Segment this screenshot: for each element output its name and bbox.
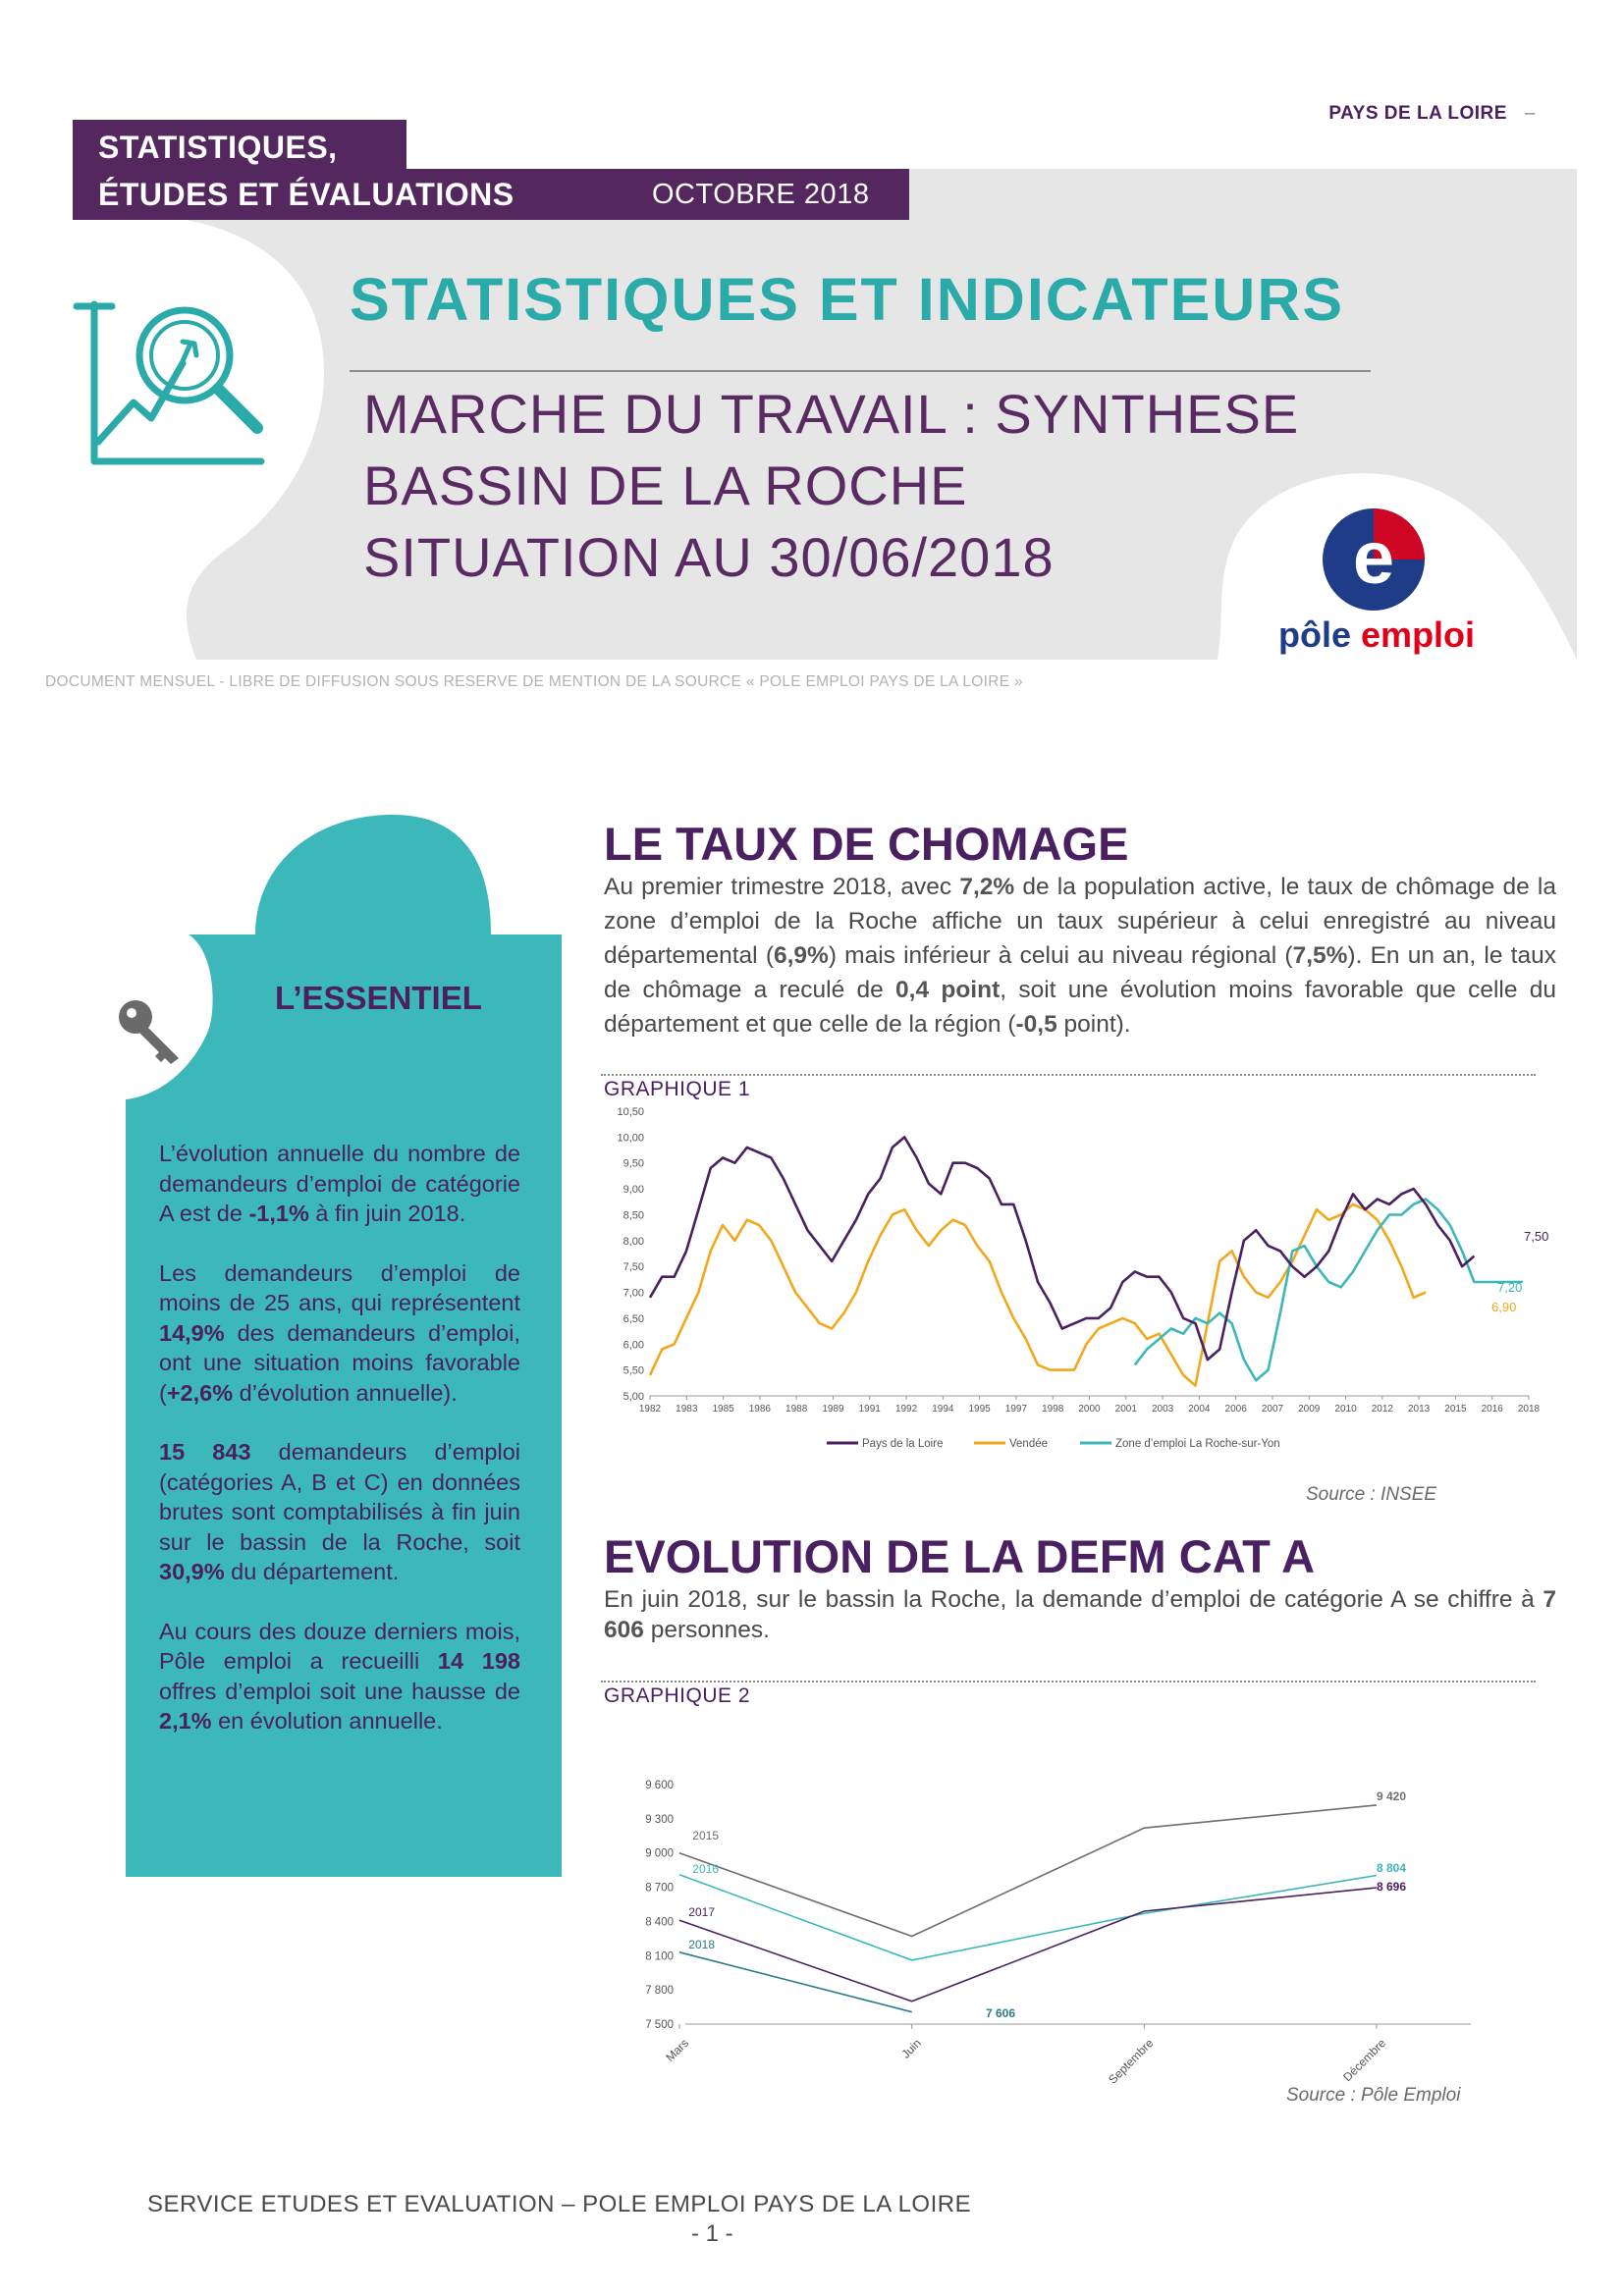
essentiel-panel-decor bbox=[98, 805, 609, 1119]
y-tick-label: 8 100 bbox=[645, 1950, 674, 1963]
x-tick-label: 1994 bbox=[932, 1404, 954, 1415]
graph-2-label: GRAPHIQUE 2 bbox=[604, 1684, 751, 1707]
footer-service: SERVICE ETUDES ET EVALUATION – POLE EMPLOI PAYS DE LA LOIRE bbox=[147, 2191, 972, 2217]
y-tick-label: 9 300 bbox=[645, 1813, 674, 1826]
x-tick-label: 1985 bbox=[712, 1404, 734, 1415]
series-end-label: 8 696 bbox=[1377, 1880, 1407, 1894]
series-name-label: 2018 bbox=[688, 1938, 715, 1951]
x-tick-label: 1988 bbox=[785, 1404, 808, 1415]
page-title: STATISTIQUES ET INDICATEURS bbox=[350, 266, 1345, 333]
series-end-label: 6,90 bbox=[1491, 1300, 1517, 1314]
section-title-chomage: LE TAUX DE CHOMAGE bbox=[604, 818, 1129, 870]
essentiel-point: 15 843 demandeurs d’emploi (catégories A, B et C) en données brutes sont comptabilisés à fin juin sur le bassin de la Roche, soit 30,9% du département. bbox=[159, 1439, 520, 1584]
section-divider bbox=[601, 1681, 1536, 1682]
x-tick-label: 1991 bbox=[858, 1404, 881, 1415]
x-tick-label: 2004 bbox=[1188, 1404, 1211, 1415]
y-tick-label: 9 600 bbox=[645, 1780, 674, 1791]
page-number: - 1 - bbox=[691, 2220, 733, 2247]
y-tick-label: 8 700 bbox=[645, 1882, 674, 1895]
x-tick-label: Juin bbox=[898, 2036, 924, 2061]
source-note-1: Source : INSEE bbox=[1306, 1484, 1437, 1505]
essentiel-title: L’ESSENTIEL bbox=[275, 980, 482, 1016]
x-tick-label: 2015 bbox=[1444, 1404, 1467, 1415]
series-name-label: 2017 bbox=[688, 1905, 715, 1919]
legend-label: Pays de la Loire bbox=[862, 1438, 944, 1450]
essentiel-point: L’évolution annuelle du nombre de demandeurs d’emploi de catégorie A est de -1,1% à fin juin 2018. bbox=[159, 1141, 520, 1226]
series-line-2 bbox=[1135, 1200, 1523, 1381]
x-tick-label: 1983 bbox=[676, 1404, 698, 1415]
essentiel-point: Au cours des douze derniers mois, Pôle emploi a recueilli 14 198 offres d’emploi soit une hausse de 2,1% en évolution annuelle. bbox=[159, 1618, 520, 1734]
y-tick-label: 10,00 bbox=[617, 1132, 644, 1145]
series-line-2017 bbox=[679, 1888, 1377, 2002]
series-line-1 bbox=[650, 1204, 1426, 1386]
pole-emploi-wordmark: pôle emploi bbox=[1278, 614, 1476, 655]
y-tick-label: 7,50 bbox=[623, 1261, 644, 1274]
legend-label: Vendée bbox=[1009, 1438, 1049, 1450]
y-tick-label: 6,50 bbox=[623, 1312, 644, 1325]
series-line-2016 bbox=[679, 1875, 1377, 1960]
logo-letter: e bbox=[1352, 516, 1395, 600]
region-tag: PAYS DE LA LOIRE – bbox=[1328, 103, 1536, 124]
series-title: STATISTIQUES, ÉTUDES ET ÉVALUATIONS bbox=[98, 130, 514, 212]
publication-date: OCTOBRE 2018 bbox=[652, 179, 870, 210]
y-tick-label: 9 000 bbox=[645, 1847, 674, 1860]
y-tick-label: 6,00 bbox=[623, 1339, 644, 1352]
section-text-chomage: Au premier trimestre 2018, avec 7,2% de la population active, le taux de chômage de la zone d’emploi de la Roche affiche un taux supérieur à celui enregistré au niveau départemental (6,9%) mais inférieur à celui au niveau régional (7,5%). En un an, le taux de chômage a reculé de 0,4 point, soit une évolution moins favorable que celle du département et que celle de la région (-0,5 point). bbox=[604, 874, 1556, 1038]
x-tick-label: 2009 bbox=[1298, 1404, 1321, 1415]
x-tick-label: 1992 bbox=[894, 1404, 918, 1415]
series-line-2015 bbox=[679, 1805, 1377, 1937]
series-end-label: 8 804 bbox=[1377, 1861, 1407, 1875]
pole-emploi-logo-icon bbox=[1321, 507, 1429, 613]
essentiel-point: Les demandeurs d’emploi de moins de 25 ans, qui représentent 14,9% des demandeurs d’emploi, ont une situation moins favorable (+2,6% d’évolution annuelle). bbox=[159, 1259, 520, 1406]
graph-1-label: GRAPHIQUE 1 bbox=[604, 1078, 751, 1100]
series-end-label: 7,20 bbox=[1497, 1280, 1523, 1295]
x-tick-label: 1997 bbox=[1004, 1404, 1028, 1415]
section-title-defm: EVOLUTION DE LA DEFM CAT A bbox=[604, 1530, 1316, 1582]
x-tick-label: 2013 bbox=[1408, 1404, 1431, 1415]
unemployment-rate-chart bbox=[601, 1099, 1563, 1472]
defm-evolution-chart bbox=[601, 1767, 1563, 2091]
page-subtitle: MARCHE DU TRAVAIL : SYNTHESE BASSIN DE LA ROCHE SITUATION AU 30/06/2018 bbox=[363, 383, 1300, 588]
x-tick-label: 1995 bbox=[968, 1404, 991, 1415]
y-tick-label: 10,50 bbox=[617, 1106, 644, 1118]
series-name-label: 2015 bbox=[692, 1829, 719, 1842]
y-tick-label: 8 400 bbox=[645, 1916, 674, 1929]
legend-label: Zone d’emploi La Roche-sur-Yon bbox=[1115, 1438, 1280, 1450]
x-tick-label: 1982 bbox=[638, 1404, 662, 1415]
y-tick-label: 9,00 bbox=[623, 1184, 644, 1197]
y-tick-label: 8,50 bbox=[623, 1209, 644, 1222]
analysis-magnifier-icon bbox=[65, 294, 271, 471]
x-tick-label: 1989 bbox=[822, 1404, 844, 1415]
section-text-defm: En juin 2018, sur le bassin la Roche, la demande d’emploi de catégorie A se chiffre à 7 606 personnes. bbox=[604, 1586, 1556, 1643]
x-tick-label: 2016 bbox=[1481, 1404, 1503, 1415]
series-name-label: 2016 bbox=[692, 1862, 719, 1876]
y-tick-label: 9,50 bbox=[623, 1157, 644, 1170]
x-tick-label: 2001 bbox=[1114, 1404, 1137, 1415]
x-tick-label: Décembre bbox=[1340, 2036, 1389, 2085]
y-tick-label: 8,00 bbox=[623, 1235, 644, 1248]
series-end-label: 7 606 bbox=[986, 2006, 1016, 2020]
y-tick-label: 7 500 bbox=[645, 2019, 674, 2031]
x-tick-label: 2018 bbox=[1517, 1404, 1541, 1415]
series-end-label: 7,50 bbox=[1524, 1229, 1549, 1244]
x-tick-label: 2007 bbox=[1261, 1404, 1284, 1415]
x-tick-label: 2012 bbox=[1371, 1404, 1393, 1415]
title-divider bbox=[350, 370, 1371, 372]
disclaimer: DOCUMENT MENSUEL - LIBRE DE DIFFUSION SOUS RESERVE DE MENTION DE LA SOURCE « POLE EMPLOI PAYS DE LA LOIRE » bbox=[45, 673, 1023, 690]
source-note-2: Source : Pôle Emploi bbox=[1286, 2085, 1461, 2106]
x-tick-label: Septembre bbox=[1106, 2036, 1157, 2087]
x-tick-label: Mars bbox=[663, 2036, 692, 2064]
y-tick-label: 5,50 bbox=[623, 1364, 644, 1377]
y-tick-label: 7,00 bbox=[623, 1287, 644, 1300]
section-divider bbox=[601, 1074, 1536, 1076]
essentiel-body bbox=[159, 1139, 520, 1766]
x-tick-label: 2010 bbox=[1334, 1404, 1357, 1415]
x-tick-label: 2000 bbox=[1078, 1404, 1101, 1415]
series-end-label: 9 420 bbox=[1377, 1789, 1407, 1803]
key-icon bbox=[114, 995, 185, 1066]
x-tick-label: 1986 bbox=[748, 1404, 771, 1415]
y-tick-label: 7 800 bbox=[645, 1985, 674, 1998]
y-tick-label: 5,00 bbox=[623, 1391, 644, 1403]
x-tick-label: 2003 bbox=[1151, 1404, 1174, 1415]
x-tick-label: 2006 bbox=[1224, 1404, 1247, 1415]
x-tick-label: 1998 bbox=[1042, 1404, 1064, 1415]
